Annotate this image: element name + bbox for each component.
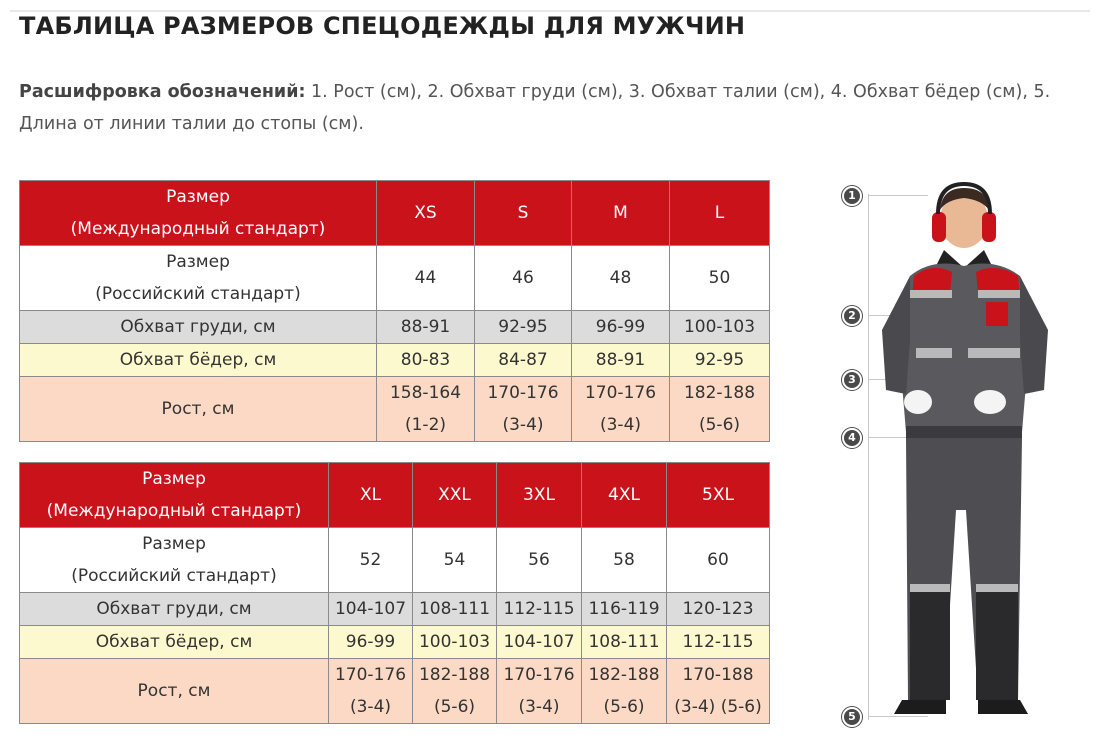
intl-size-cell: XXL	[413, 463, 497, 528]
ru-size-label-line2: (Российский стандарт)	[71, 566, 277, 586]
height-cell	[475, 377, 572, 442]
height-cell	[497, 659, 582, 724]
glove-left	[904, 390, 932, 414]
marker-5: 5	[842, 707, 862, 727]
workwear-person-illustration	[832, 180, 1072, 730]
reflective-stripe	[968, 348, 1020, 358]
worker-measurement-figure	[832, 180, 1072, 730]
legend-text: 1. Рост (см), 2. Обхват груди (см), 3. Обхват талии (см), 4. Обхват бёдер (см), 5. Длина от линии талии до стопы (см).	[19, 82, 1051, 134]
chest-cell: 120-123	[667, 593, 770, 626]
hips-label: Обхват бёдер, см	[20, 344, 377, 377]
hips-cell: 84-87	[475, 344, 572, 377]
intl-size-row	[20, 463, 770, 528]
chest-cell: 104-107	[329, 593, 413, 626]
legend-label: Расшифровка обозначений:	[19, 82, 306, 102]
page-title: ТАБЛИЦА РАЗМЕРОВ СПЕЦОДЕЖДЫ ДЛЯ МУЖЧИН	[19, 12, 746, 40]
ru-size-label-line1: Размер	[142, 534, 206, 554]
hips-cell: 80-83	[377, 344, 475, 377]
ru-size-label-line2: (Российский стандарт)	[95, 284, 301, 304]
intl-size-label	[20, 181, 377, 246]
chest-cell: 92-95	[475, 311, 572, 344]
marker-3: 3	[842, 370, 862, 390]
hips-cell: 96-99	[329, 626, 413, 659]
chest-label: Обхват груди, см	[20, 311, 377, 344]
height-cell	[670, 377, 770, 442]
height-range: 182-188	[683, 383, 756, 403]
reflective-stripe	[916, 348, 952, 358]
reflective-stripe	[976, 584, 1018, 592]
intl-size-cell: S	[475, 181, 572, 246]
height-group: (3-4)	[518, 697, 560, 717]
height-group: (5-6)	[603, 697, 645, 717]
hips-row	[20, 626, 770, 659]
height-range: 170-188	[682, 665, 754, 685]
intl-size-label	[20, 463, 329, 528]
ru-size-cell: 52	[329, 528, 413, 593]
height-cell	[413, 659, 497, 724]
height-label: Рост, см	[20, 659, 329, 724]
chest-cell: 100-103	[670, 311, 770, 344]
glove-right	[974, 390, 1006, 414]
chest-row	[20, 593, 770, 626]
intl-size-label-line2: (Международный стандарт)	[70, 219, 326, 239]
hips-cell: 108-111	[582, 626, 667, 659]
intl-size-label-line1: Размер	[142, 469, 206, 489]
height-row	[20, 377, 770, 442]
legend-paragraph	[19, 76, 1089, 140]
left-arm	[882, 276, 910, 394]
ru-size-cell: 54	[413, 528, 497, 593]
ru-size-label-line1: Размер	[166, 252, 230, 272]
height-group: (3-4)	[599, 415, 642, 435]
boot-right	[978, 700, 1028, 714]
chest-label: Обхват груди, см	[20, 593, 329, 626]
ru-size-label	[20, 528, 329, 593]
reflective-stripe	[910, 584, 950, 592]
ru-size-cell: 44	[377, 246, 475, 311]
height-group: (1-2)	[404, 415, 447, 435]
height-range: 182-188	[418, 665, 491, 685]
intl-size-cell: L	[670, 181, 770, 246]
reflective-stripe	[908, 290, 952, 298]
intl-size-row	[20, 181, 770, 246]
ru-size-cell: 56	[497, 528, 582, 593]
marker-2: 2	[842, 306, 862, 326]
chest-cell: 108-111	[413, 593, 497, 626]
ru-size-cell: 58	[582, 528, 667, 593]
marker-1: 1	[842, 186, 862, 206]
chest-cell: 112-115	[497, 593, 582, 626]
chest-cell: 116-119	[582, 593, 667, 626]
height-cell	[582, 659, 667, 724]
height-group: (3-4) (5-6)	[674, 697, 762, 717]
height-range: 158-164	[389, 383, 462, 403]
marker-4: 4	[842, 428, 862, 448]
reflective-stripe	[978, 290, 1022, 298]
hips-cell: 112-115	[667, 626, 770, 659]
chest-pocket	[986, 302, 1008, 326]
intl-size-cell: 4XL	[582, 463, 667, 528]
height-range: 182-188	[588, 665, 660, 685]
ru-size-row	[20, 246, 770, 311]
intl-size-label-line2: (Международный стандарт)	[46, 501, 302, 521]
intl-size-cell: 5XL	[667, 463, 770, 528]
ear-muff-left	[932, 212, 946, 242]
height-group: (5-6)	[433, 697, 476, 717]
height-range: 170-176	[334, 665, 407, 685]
ru-size-cell: 48	[572, 246, 670, 311]
ru-size-cell: 50	[670, 246, 770, 311]
ear-muff-right	[982, 212, 996, 242]
boot-left	[894, 700, 946, 714]
height-group: (3-4)	[502, 415, 544, 435]
hips-cell: 92-95	[670, 344, 770, 377]
hips-cell: 100-103	[413, 626, 497, 659]
height-cell	[329, 659, 413, 724]
ru-size-label	[20, 246, 377, 311]
height-range: 170-176	[584, 383, 657, 403]
intl-size-label-line1: Размер	[166, 187, 230, 207]
intl-size-cell: 3XL	[497, 463, 582, 528]
knee-patch-right	[976, 590, 1018, 700]
right-arm	[1020, 276, 1048, 394]
intl-size-cell: XL	[329, 463, 413, 528]
ru-size-cell: 60	[667, 528, 770, 593]
height-cell	[572, 377, 670, 442]
hips-row	[20, 344, 770, 377]
height-range: 170-176	[503, 665, 575, 685]
knee-patch-left	[910, 590, 950, 700]
hips-label: Обхват бёдер, см	[20, 626, 329, 659]
chest-row	[20, 311, 770, 344]
height-label: Рост, см	[20, 377, 377, 442]
height-row	[20, 659, 770, 724]
height-range: 170-176	[487, 383, 559, 403]
ru-size-row	[20, 528, 770, 593]
height-group: (5-6)	[698, 415, 741, 435]
belt	[906, 426, 1022, 438]
hips-cell: 88-91	[572, 344, 670, 377]
height-group: (3-4)	[349, 697, 392, 717]
size-table-1	[19, 180, 770, 442]
chest-cell: 96-99	[572, 311, 670, 344]
intl-size-cell: XS	[377, 181, 475, 246]
ru-size-cell: 46	[475, 246, 572, 311]
height-cell	[377, 377, 475, 442]
intl-size-cell: M	[572, 181, 670, 246]
size-table-2	[19, 462, 770, 724]
hips-cell: 104-107	[497, 626, 582, 659]
height-cell	[667, 659, 770, 724]
chest-cell: 88-91	[377, 311, 475, 344]
